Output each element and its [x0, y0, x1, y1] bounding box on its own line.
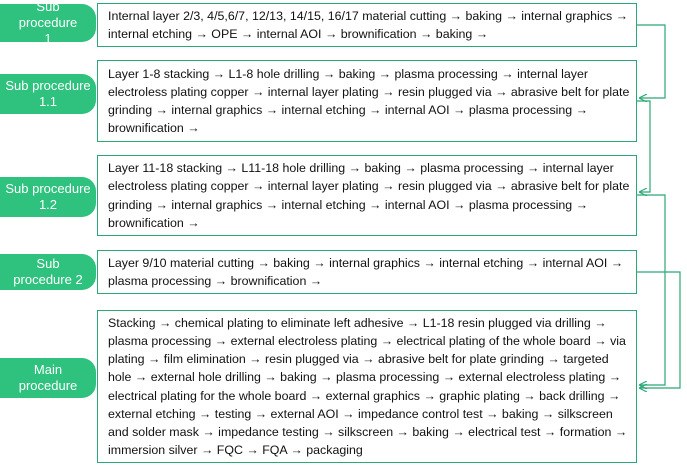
label-text: Sub procedure 2	[13, 256, 83, 287]
box-text: Layer 11-18 stacking → L11-18 hole drilling → baking → plasma processing → internal layer electroless plating copper → internal layer plating → resin plugged via → abrasive belt for plate grinding → internal graphics → internal etching → internal AOI → plasma processing → brownification →	[108, 161, 630, 230]
label-text: Sub procedure 1	[18, 0, 78, 46]
connector-sub1-to-sub1-1	[637, 25, 665, 98]
connector-sub2-to-main	[637, 272, 680, 388]
connector-sub1-1-to-sub1-2	[637, 101, 650, 192]
box-text: Layer 1-8 stacking → L1-8 hole drilling → baking → plasma processing → internal layer electroless plating copper → internal layer plating → resin plugged via → abrasive belt for plate grinding → internal graphics → internal etching → internal AOI → plasma processing → brownification →	[108, 66, 630, 136]
label-text: Sub procedure 1.2	[5, 181, 91, 212]
box-text: Layer 9/10 material cutting → baking → internal graphics → internal etching → internal AOI → plasma processing → brownification →	[108, 255, 624, 288]
label-text: Main procedure	[18, 362, 78, 393]
box-text: Stacking → chemical plating to eliminate left adhesive → L1-18 resin plugged via drilling → plasma processing → external electroless plating → electrical plating of the whole board → via plating → film elimination → resin plugged via → abrasive belt for plate grinding → targeted hole → external hole drilling → baking → plasma processing → external electroless plating → electrical plating for the whole board → external graphics → graphic plating → back drilling → external etching → testing → external AOI → impedance control test → baking → silkscreen and solder mask → impedance testing → silkscreen → baking → electrical test → formation → immersion silver → FQC → FQA → packaging	[108, 315, 628, 458]
connector-sub1-2-to-main	[637, 195, 665, 385]
box-text: Internal layer 2/3, 4/5,6/7, 12/13, 14/15, 16/17 material cutting → baking → internal graphics → internal etching → OPE → internal AOI → brownification → baking →	[108, 8, 629, 41]
label-text: Sub procedure 1.1	[5, 78, 91, 109]
